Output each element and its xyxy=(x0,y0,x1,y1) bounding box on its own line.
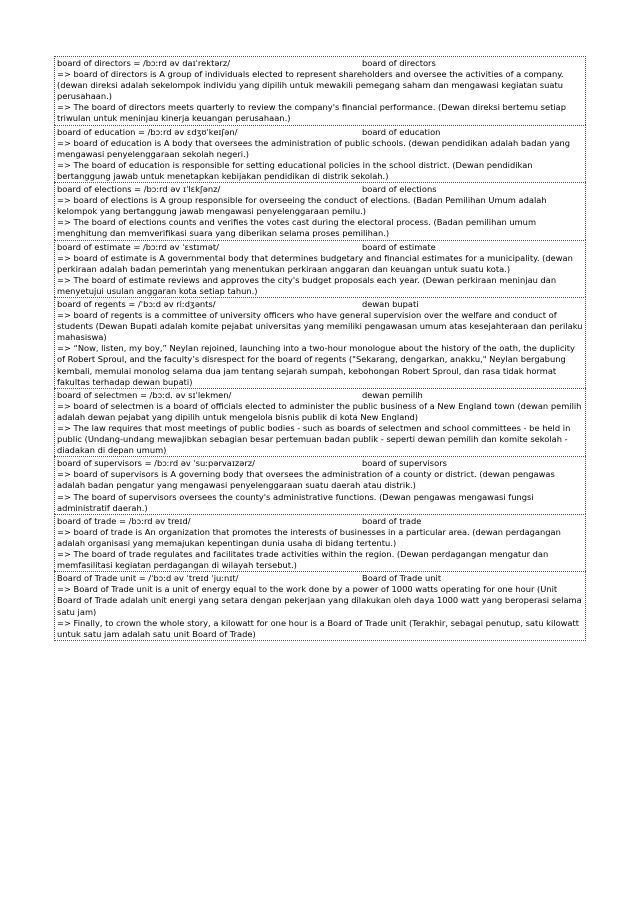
headword-pronunciation: board of selectmen = /bɔːd. əv sɪˈlekmen/ xyxy=(57,389,232,400)
definition-line: => board of directors is A group of individuals elected to represent shareholders and oversee the activities of a company. (dewan direksi adalah sekelompok individu yang dipilih untuk mewakili pemegang saham dan mengawasi kegiatan suatu perusahaan.) xyxy=(57,69,564,102)
headword-translation: board of trade xyxy=(362,515,422,526)
entry-board-of-regents xyxy=(54,297,586,388)
entry-header xyxy=(57,516,583,527)
definition-line: => Board of Trade unit is a unit of energy equal to the work done by a power of 1000 watts operating for one hour (Unit Board of Trade adalah unit energi yang setara dengan pekerjaan yang dilakukan oleh daya 1000 watt yang beroperasi selama satu jam) xyxy=(57,584,582,617)
headword-pronunciation: board of supervisors = /bɔːrd əv ˈsuːpərvaɪzərz/ xyxy=(57,458,255,469)
entry-header xyxy=(57,299,583,310)
definition-line: => board of selectmen is a board of officials elected to administer the public business of a New England town (dewan pemilih adalah dewan pejabat yang dipilih untuk mengelola bisnis publik di kota New England) xyxy=(57,400,582,422)
entry-board-of-education xyxy=(54,125,586,182)
example-line: => The board of education is responsible for setting educational policies in the school district. (Dewan pendidikan bertanggung jawab untuk menetapkan kebijakan pendidikan di distrik sekolah.) xyxy=(57,159,533,181)
headword-translation: board of supervisors xyxy=(362,458,447,469)
entry-board-of-selectmen xyxy=(54,388,586,457)
entry-header xyxy=(57,184,583,195)
example-line: => “Now, listen, my boy,” Neylan rejoined, launching into a two-hour monologue about the history of the oath, the duplicity of Robert Sproul, and the faculty’s disrespect for the board of regents ("Sekarang, dengarkan, anakku," Neylan bergabung kembali, memulai monolog selama dua jam tentang sejarah sumpah, kebohongan Robert Sproul, dan rasa tidak hormat fakultas terhadap dewan bupati) xyxy=(57,343,575,387)
entry-board-of-elections xyxy=(54,182,586,239)
headword-pronunciation: board of elections = /bɔːrd əv ɪˈlɛkʃənz/ xyxy=(57,184,221,195)
definition-line: => board of elections is A group responsible for overseeing the conduct of elections. (Badan Pemilihan Umum adalah kelompok yang bertanggung jawab mengawasi penyelenggaraan pemilu.) xyxy=(57,195,547,217)
entry-header xyxy=(57,573,583,584)
headword-translation: board of elections xyxy=(362,184,437,195)
headword-pronunciation: board of directors = /bɔːrd əv daɪˈrektərz/ xyxy=(57,58,230,68)
headword-translation: Board of Trade unit xyxy=(362,573,442,584)
definition-line: => board of supervisors is A governing body that oversees the administration of a county or district. (dewan pengawas adalah badan pengatur yang mengawasi penyelenggaraan suatu daerah atau distrik.) xyxy=(57,469,555,491)
entry-header xyxy=(57,390,583,401)
entry-header xyxy=(57,127,583,138)
headword-pronunciation: board of education = /bɔːrd əv ɛdʒʊˈkeɪʃən/ xyxy=(57,126,238,137)
entry-board-of-directors xyxy=(54,56,586,125)
example-line: => The law requires that most meetings of public bodies - such as boards of selectmen and school committees - be held in public (Undang-undang mewajibkan sebagian besar pertemuan badan publik - seperti dewan pemilih dan komite sekolah - diadakan di depan umum) xyxy=(57,423,571,456)
definition-line: => board of estimate is A governmental body that determines budgetary and financial estimates for a municipality. (dewan perkiraan adalah badan pemerintah yang menentukan perkiraan anggaran dan keuangan untuk suatu kota.) xyxy=(57,252,573,274)
example-line: => The board of directors meets quarterly to review the company's financial performance. (Dewan direksi bertemu setiap triwulan untuk meninjau kinerja keuangan perusahaan.) xyxy=(57,102,566,124)
entry-header xyxy=(57,458,583,469)
document-page xyxy=(54,56,586,641)
definition-line: => board of education is A body that oversees the administration of public schools. (dewan pendidikan adalah badan yang mengawasi penyelenggaraan sekolah negeri.) xyxy=(57,137,571,159)
headword-pronunciation: board of estimate = /bɔːrd əv ˈɛstɪmət/ xyxy=(57,241,219,252)
entry-board-of-trade-unit xyxy=(54,571,586,641)
headword-translation: board of estimate xyxy=(362,241,436,252)
example-line: => Finally, to crown the whole story, a kilowatt for one hour is a Board of Trade unit (Terakhir, sebagai penutup, satu kilowatt untuk satu jam adalah satu unit Board of Trade) xyxy=(57,617,580,639)
headword-translation: dewan pemilih xyxy=(362,389,423,400)
entry-board-of-estimate xyxy=(54,240,586,297)
headword-translation: dewan bupati xyxy=(362,298,419,309)
headword-pronunciation: board of regents = /ˈbɔːd əv riːdʒənts/ xyxy=(57,298,216,309)
entry-board-of-trade xyxy=(54,514,586,571)
entry-header xyxy=(57,58,583,69)
definition-line: => board of regents is a committee of university officers who have general supervision over the welfare and conduct of students (Dewan Bupati adalah komite pejabat universitas yang memiliki pengawasan umum atas kesejahteraan dan perilaku mahasiswa) xyxy=(57,310,583,343)
example-line: => The board of supervisors oversees the county's administrative functions. (Dewan pengawas mengawasi fungsi administratif daerah.) xyxy=(57,491,534,513)
example-line: => The board of estimate reviews and approves the city's budget proposals each year. (Dewan perkiraan meninjau dan menyetujui usulan anggaran kota setiap tahun.) xyxy=(57,274,557,296)
definition-line: => board of trade is An organization that promotes the interests of businesses in a particular area. (dewan perdagangan adalah organisasi yang memajukan kepentingan dunia usaha di bidang tertentu.) xyxy=(57,526,561,548)
headword-translation: board of education xyxy=(362,126,441,137)
headword-pronunciation: board of trade = /bɔːrd əv treɪd/ xyxy=(57,515,191,526)
entry-board-of-supervisors xyxy=(54,456,586,513)
headword-translation: board of directors xyxy=(362,58,436,68)
example-line: => The board of trade regulates and facilitates trade activities within the region. (Dewan perdagangan mengatur dan memfasilitasi kegiatan perdagangan di wilayah tersebut.) xyxy=(57,549,549,571)
example-line: => The board of elections counts and verifies the votes cast during the electoral process. (Badan pemilihan umum menghitung dan memverifikasi suara yang diberikan selama proses pemilihan.) xyxy=(57,217,537,239)
entry-header xyxy=(57,242,583,253)
headword-pronunciation: Board of Trade unit = /ˈbɔːd əv ˈtreɪd ˈjuːnɪt/ xyxy=(57,573,239,584)
